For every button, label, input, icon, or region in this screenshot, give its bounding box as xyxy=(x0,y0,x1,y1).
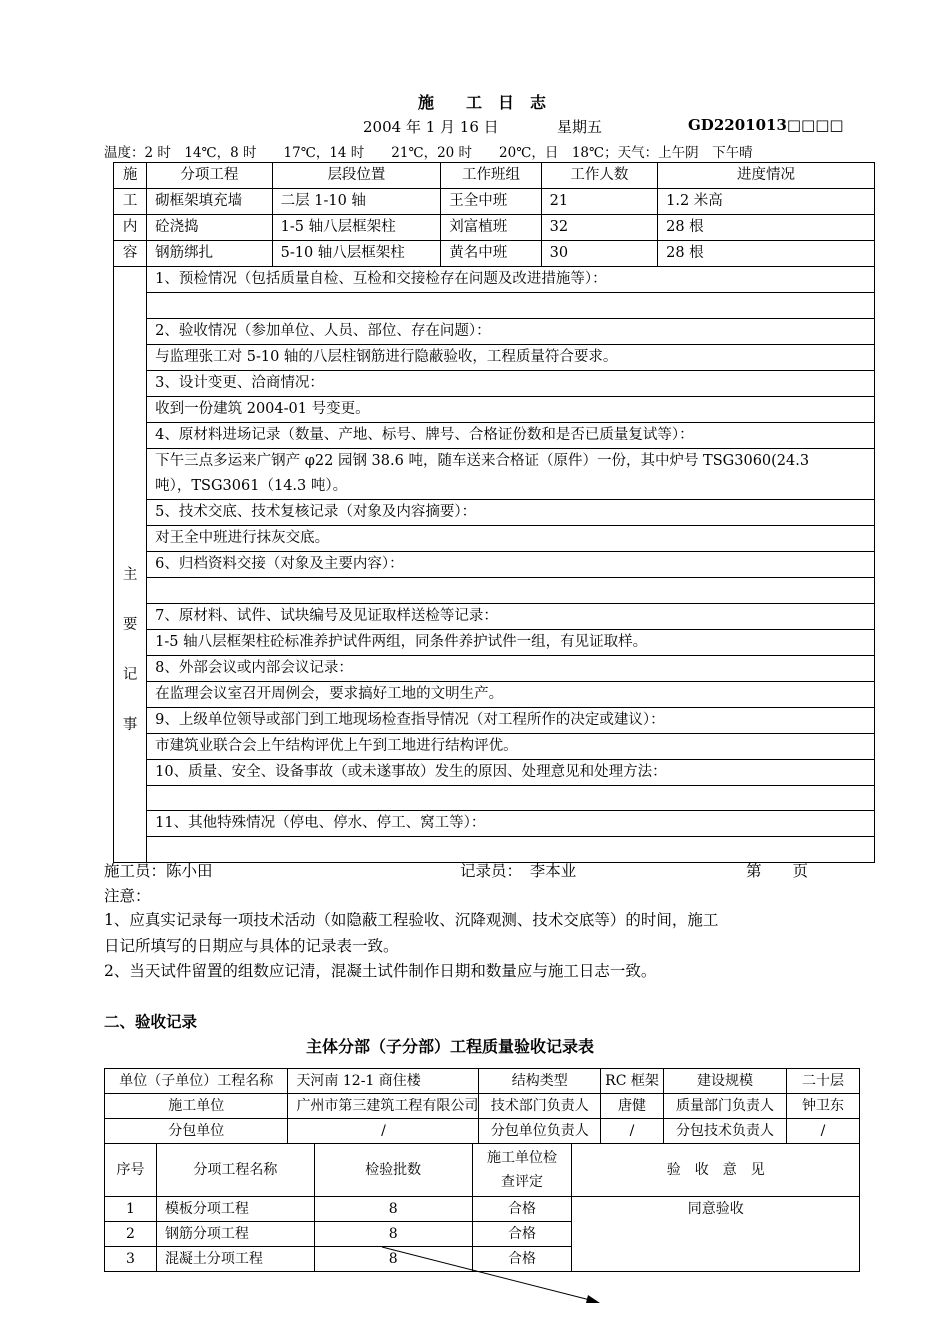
record-line: 对王全中班进行抹灰交底。 xyxy=(147,525,875,551)
record-line: 6、归档资料交接（对象及主要内容）： xyxy=(147,551,875,577)
cell-progress: 28 根 xyxy=(658,241,875,267)
table-row xyxy=(105,1094,860,1119)
log-weekday: 星期五 xyxy=(557,118,603,136)
header-position: 层段位置 xyxy=(272,163,441,189)
acceptance-info-table xyxy=(104,1068,860,1144)
value-structure-type: RC 框架 xyxy=(601,1069,664,1094)
table-row xyxy=(114,215,875,241)
construction-log-table xyxy=(113,162,875,863)
cell-position: 5-10 轴八层框架柱 xyxy=(272,241,441,267)
record-line: 收到一份建筑 2004-01 号变更。 xyxy=(147,396,875,422)
cell-subitem-name: 模板分项工程 xyxy=(156,1197,314,1222)
record-line: 1、预检情况（包括质量自检、互检和交接检存在问题及改进措施等）： xyxy=(147,267,875,293)
content-label-4: 容 xyxy=(114,241,147,267)
annotation-arrow-icon xyxy=(380,1245,610,1315)
cell-batch-count: 8 xyxy=(314,1197,472,1222)
value-subcontractor: / xyxy=(288,1119,479,1144)
record-line: 在监理会议室召开周例会，要求搞好工地的文明生产。 xyxy=(147,681,875,707)
value-build-scale: 二十层 xyxy=(787,1069,860,1094)
cell-seq: 3 xyxy=(105,1247,157,1272)
value-tech-head: 唐健 xyxy=(601,1094,664,1119)
header-eval-line2: 查评定 xyxy=(500,1174,543,1190)
content-label-2: 工 xyxy=(114,189,147,215)
header-eval xyxy=(472,1144,572,1197)
record-line: 2、验收情况（参加单位、人员、部位、存在问题）： xyxy=(147,318,875,344)
log-date: 2004 年 1 月 16 日 xyxy=(363,118,499,136)
label-sub-head: 分包单位负责人 xyxy=(479,1119,601,1144)
cell-subitem: 砌框架填充墙 xyxy=(147,189,272,215)
cell-workers: 30 xyxy=(541,241,657,267)
header-seq: 序号 xyxy=(105,1144,157,1197)
weather-line: 温度：2 时 14℃，8 时 17℃，14 时 21℃，20 时 20℃，日 18℃；天气：上午阴 下午晴 xyxy=(104,145,753,161)
label-build-scale: 建设规模 xyxy=(663,1069,786,1094)
cell-position: 二层 1-10 轴 xyxy=(272,189,441,215)
cell-subitem-name: 混凝土分项工程 xyxy=(156,1247,314,1272)
label-quality-head: 质量部门负责人 xyxy=(663,1094,786,1119)
label-construction-unit: 施工单位 xyxy=(105,1094,288,1119)
main-label-2: 要 xyxy=(122,616,138,633)
cell-team: 王全中班 xyxy=(441,189,541,215)
record-row xyxy=(114,267,875,293)
record-line: 9、上级单位领导或部门到工地现场检查指导情况（对工程所作的决定或建议）： xyxy=(147,707,875,733)
table-row xyxy=(105,1197,860,1222)
record-line xyxy=(147,293,875,319)
cell-eval: 合格 xyxy=(472,1222,572,1247)
header-workers: 工作人数 xyxy=(541,163,657,189)
cell-eval: 合格 xyxy=(472,1247,572,1272)
label-sub-tech-head: 分包技术负责人 xyxy=(663,1119,786,1144)
label-subcontractor: 分包单位 xyxy=(105,1119,288,1144)
acceptance-table-title: 主体分部（子分部）工程质量验收记录表 xyxy=(306,1037,595,1056)
value-sub-tech-head: / xyxy=(787,1119,860,1144)
header-team: 工作班组 xyxy=(441,163,541,189)
table-row xyxy=(114,241,875,267)
recorder-name: 记录员： 李本业 xyxy=(460,862,577,880)
record-line: 7、原材料、试件、试块编号及见证取样送检等记录： xyxy=(147,603,875,629)
value-quality-head: 钟卫东 xyxy=(787,1094,860,1119)
record-line: 3、设计变更、洽商情况： xyxy=(147,370,875,396)
main-label-4: 事 xyxy=(122,716,138,733)
section-heading: 二、验收记录 xyxy=(104,1012,198,1031)
header-opinion: 验 收 意 见 xyxy=(572,1144,860,1197)
record-line xyxy=(147,785,875,811)
record-line: 5、技术交底、技术复核记录（对象及内容摘要）： xyxy=(147,499,875,525)
cell-seq: 2 xyxy=(105,1222,157,1247)
main-records-label xyxy=(114,267,147,863)
record-line: 与监理张工对 5-10 轴的八层柱钢筋进行隐蔽验收，工程质量符合要求。 xyxy=(147,344,875,370)
record-line: 4、原材料进场记录（数量、产地、标号、牌号、合格证份数和是否已质量复试等）： xyxy=(147,422,875,448)
value-sub-head: / xyxy=(601,1119,664,1144)
main-label-3: 记 xyxy=(122,666,138,683)
note-1a: 1、应真实记录每一项技术活动（如隐蔽工程验收、沉降观测、技术交底等）的时间，施工 xyxy=(104,911,719,929)
label-structure-type: 结构类型 xyxy=(479,1069,601,1094)
note-2: 2、当天试件留置的组数应记清，混凝土试件制作日期和数量应与施工日志一致。 xyxy=(104,962,657,980)
cell-subitem: 钢筋绑扎 xyxy=(147,241,272,267)
record-line: 1-5 轴八层框架柱砼标准养护试件两组，同条件养护试件一组，有见证取样。 xyxy=(147,629,875,655)
content-label-1: 施 xyxy=(114,163,147,189)
log-header-row xyxy=(114,163,875,189)
cell-position: 1-5 轴八层框架柱 xyxy=(272,215,441,241)
cell-subitem: 砼浇捣 xyxy=(147,215,272,241)
cell-team: 刘富植班 xyxy=(441,215,541,241)
label-tech-head: 技术部门负责人 xyxy=(479,1094,601,1119)
cell-team: 黄名中班 xyxy=(441,241,541,267)
value-construction-unit: 广州市第三建筑工程有限公司 xyxy=(288,1094,479,1119)
cell-workers: 32 xyxy=(541,215,657,241)
record-line: 市建筑业联合会上午结构评优上午到工地进行结构评优。 xyxy=(147,733,875,759)
record-line: 10、质量、安全、设备事故（或未遂事故）发生的原因、处理意见和处理方法： xyxy=(147,759,875,785)
table-header-row xyxy=(105,1144,860,1197)
header-batch-count: 检验批数 xyxy=(314,1144,472,1197)
log-title: 施 工 日 志 xyxy=(418,93,547,112)
record-line: 吨），TSG3061（14.3 吨）。 xyxy=(147,474,875,500)
builder-name: 施工员：陈小田 xyxy=(104,862,213,880)
main-label-1: 主 xyxy=(122,566,138,583)
header-eval-line1: 施工单位检 xyxy=(486,1150,557,1166)
cell-workers: 21 xyxy=(541,189,657,215)
note-1b: 日记所填写的日期应与具体的记录表一致。 xyxy=(104,937,399,955)
label-project-name: 单位（子单位）工程名称 xyxy=(105,1069,288,1094)
record-line xyxy=(147,577,875,603)
log-code: GD2201013□□□□ xyxy=(688,116,844,134)
table-row xyxy=(105,1069,860,1094)
notes-heading: 注意： xyxy=(104,887,151,905)
table-row xyxy=(105,1119,860,1144)
page-number: 第 页 xyxy=(746,862,809,880)
cell-opinion: 同意验收 xyxy=(572,1197,860,1272)
table-row xyxy=(114,189,875,215)
cell-progress: 1.2 米高 xyxy=(658,189,875,215)
record-line: 下午三点多运来广钢产 φ22 园钢 38.6 吨，随车送来合格证（原件）一份，其中炉号 TSG3060(24.3 xyxy=(147,448,875,474)
cell-seq: 1 xyxy=(105,1197,157,1222)
cell-progress: 28 根 xyxy=(658,215,875,241)
content-label-3: 内 xyxy=(114,215,147,241)
cell-subitem-name: 钢筋分项工程 xyxy=(156,1222,314,1247)
cell-eval: 合格 xyxy=(472,1197,572,1222)
header-subitem-name: 分项工程名称 xyxy=(156,1144,314,1197)
cell-batch-count: 8 xyxy=(314,1222,472,1247)
value-project-name: 天河南 12-1 商住楼 xyxy=(288,1069,479,1094)
header-progress: 进度情况 xyxy=(658,163,875,189)
record-line: 8、外部会议或内部会议记录： xyxy=(147,655,875,681)
header-subitem: 分项工程 xyxy=(147,163,272,189)
record-line: 11、其他特殊情况（停电、停水、停工、窝工等）： xyxy=(147,811,875,837)
cell-batch-count: 8 xyxy=(314,1247,472,1272)
